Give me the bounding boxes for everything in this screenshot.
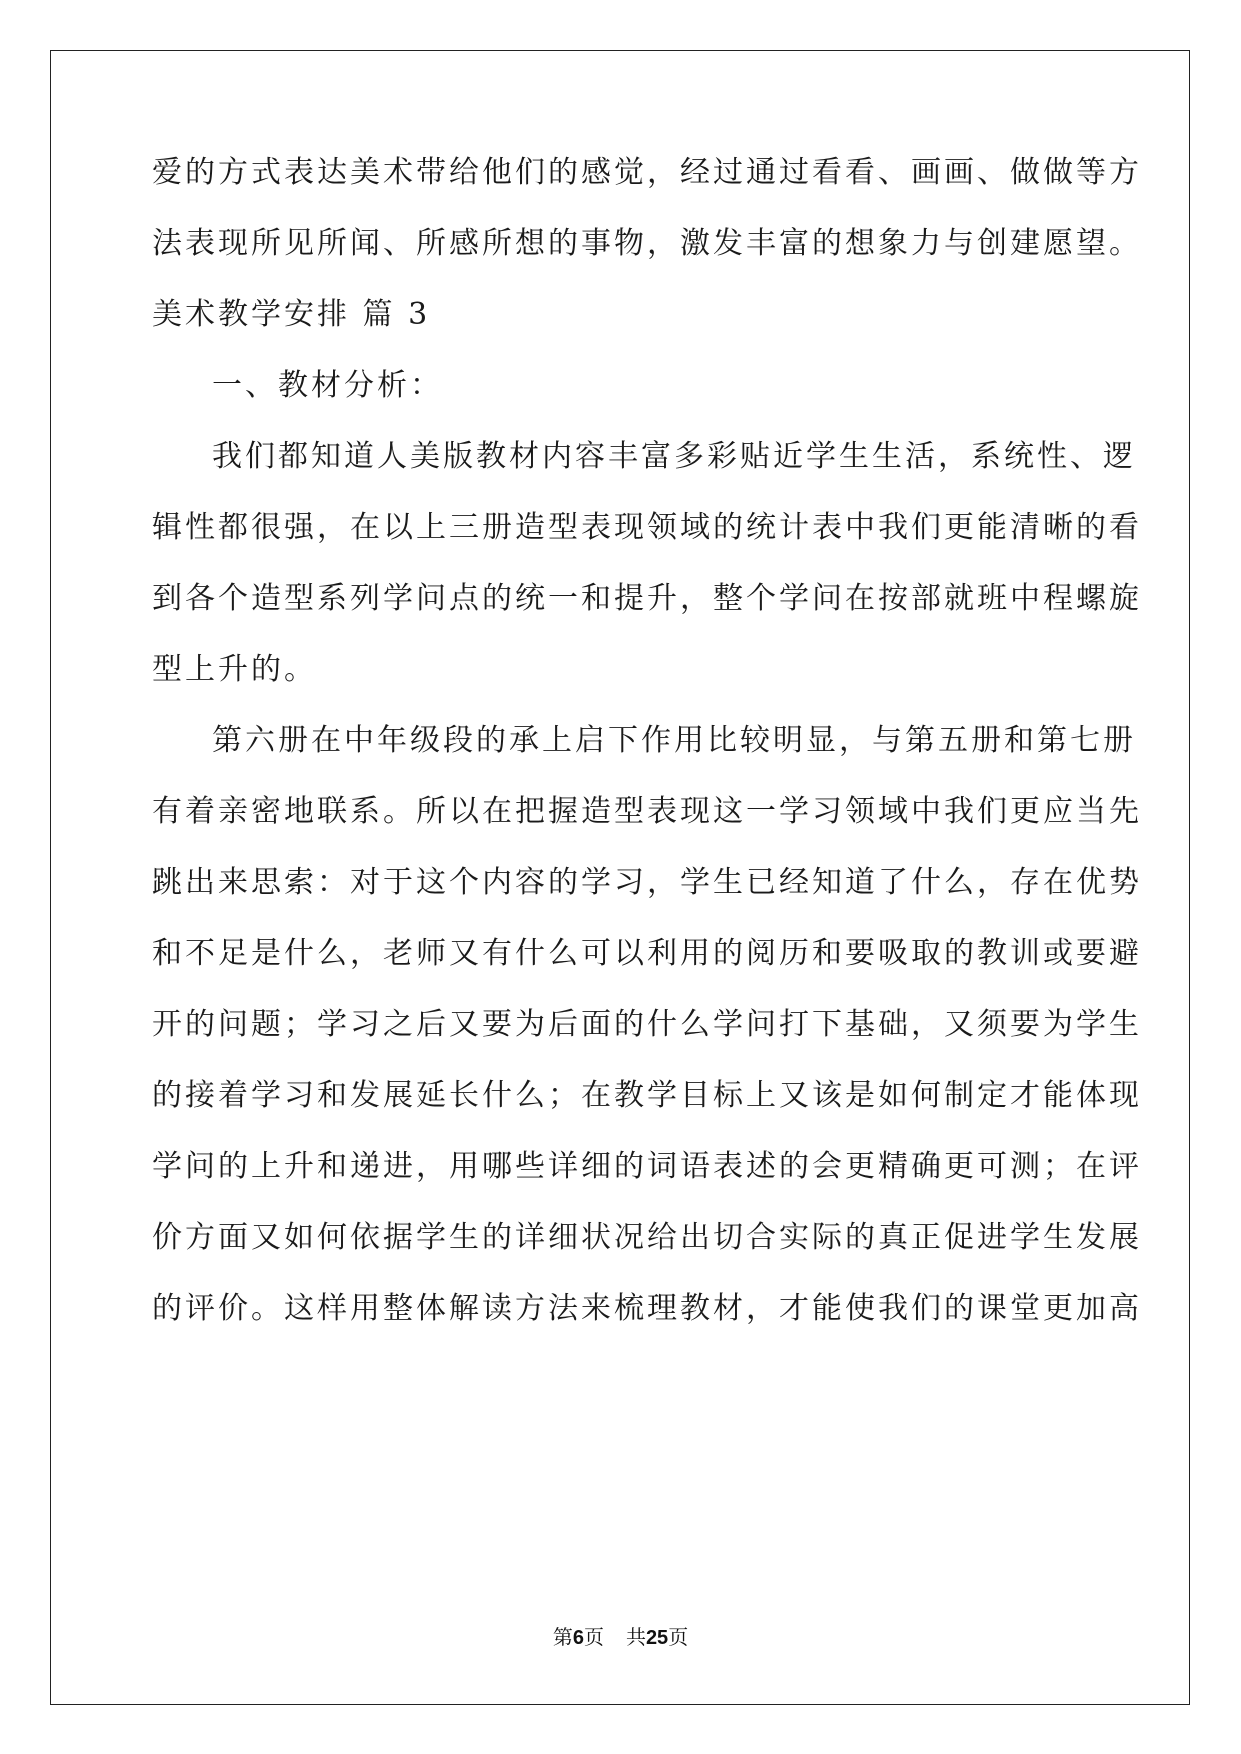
section-heading: 美术教学安排 篇 3	[152, 297, 431, 332]
text-line: 的接着学习和发展延长什么；在教学目标上又该是如何制定才能体现	[152, 1078, 1142, 1113]
text-line: 和不足是什么，老师又有什么可以利用的阅历和要吸取的教训或要避	[152, 936, 1142, 971]
subsection-heading: 一、教材分析：	[212, 368, 443, 403]
total-prefix: 共	[625, 1625, 646, 1649]
page-number: 6	[572, 1627, 584, 1649]
text-line: 法表现所见所闻、所感所想的事物，激发丰富的想象力与创建愿望。	[152, 226, 1142, 261]
total-suffix: 页	[668, 1625, 689, 1649]
text-line: 有着亲密地联系。所以在把握造型表现这一学习领域中我们更应当先	[152, 794, 1142, 829]
text-line: 我们都知道人美版教材内容丰富多彩贴近学生生活，系统性、逻	[212, 439, 1136, 474]
page-suffix: 页	[583, 1625, 604, 1649]
text-line: 到各个造型系列学问点的统一和提升，整个学问在按部就班中程螺旋	[152, 581, 1142, 616]
text-line: 学问的上升和递进，用哪些详细的词语表述的会更精确更可测；在评	[152, 1149, 1142, 1184]
total-pages: 25	[645, 1627, 669, 1649]
text-line: 型上升的。	[152, 652, 317, 687]
text-line: 价方面又如何依据学生的详细状况给出切合实际的真正促进学生发展	[152, 1220, 1142, 1255]
text-line: 的评价。这样用整体解读方法来梳理教材，才能使我们的课堂更加高	[152, 1291, 1142, 1326]
page-footer	[0, 1624, 1241, 1651]
text-line: 开的问题；学习之后又要为后面的什么学问打下基础，又须要为学生	[152, 1007, 1142, 1042]
text-line: 跳出来思索：对于这个内容的学习，学生已经知道了什么，存在优势	[152, 865, 1142, 900]
page-prefix: 第	[552, 1625, 573, 1649]
text-line: 第六册在中年级段的承上启下作用比较明显，与第五册和第七册	[212, 723, 1136, 758]
text-line: 爱的方式表达美术带给他们的感觉，经过通过看看、画画、做做等方	[152, 155, 1142, 190]
text-line: 辑性都很强，在以上三册造型表现领域的统计表中我们更能清晰的看	[152, 510, 1142, 545]
